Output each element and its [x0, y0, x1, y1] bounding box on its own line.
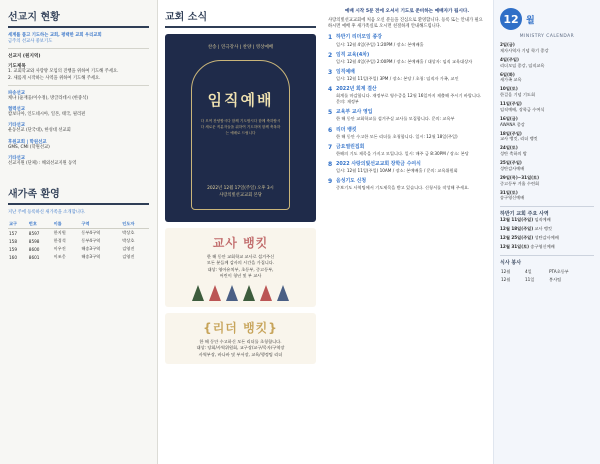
event-text: 제자사역자 기념 학기 종강: [500, 47, 549, 53]
cell: 봉사팀: [549, 276, 562, 282]
notice-list: [328, 34, 486, 191]
notice-title: 리더 뱅킷: [336, 126, 357, 133]
col-header: 이름: [53, 220, 81, 229]
ministry-item: [500, 226, 594, 232]
left-column: [0, 0, 158, 464]
cell: 동부4구역: [81, 230, 101, 236]
notice-number: 3: [328, 68, 333, 76]
calendar-event: [500, 160, 594, 172]
family-table: [8, 220, 149, 261]
calendar-event: [500, 131, 594, 143]
tree-icon: [260, 285, 272, 301]
cell: 한경석: [53, 238, 66, 244]
notice-body: [336, 34, 424, 47]
tree-icon: [226, 285, 238, 301]
cell: 해송3구역: [81, 246, 101, 252]
divider: [8, 48, 149, 49]
event-text: 한걸음 기념 기도회: [500, 92, 536, 98]
table-row: [500, 268, 594, 276]
cell: 8598: [28, 238, 40, 244]
notice-body: [336, 127, 458, 140]
notice-title: 하반기 리더모임 종강: [336, 34, 382, 41]
section-text: 운동선교 (단국대), 한성대 선교회: [8, 128, 71, 134]
section-text: 케냐 (윤재웅/이수정), 방글라데시 (한중석): [8, 95, 89, 101]
title-bar: [8, 203, 149, 205]
calendar-event: [500, 116, 594, 128]
leader-banquet-card: [165, 313, 316, 364]
notice-text: 한 해 동안 교회학교를 섬겨주실 교사를 모집합니다. 문의: 교육부: [336, 116, 455, 122]
event-date: 18일(주일): [500, 130, 522, 136]
calendar-event: [500, 101, 594, 113]
notice-body: [336, 178, 469, 191]
meal-service-title: 식사 봉사: [500, 255, 594, 266]
title-bar: [8, 26, 149, 28]
cell: PTA초등부: [549, 268, 569, 274]
notice-text: 일시: 12월 11일(주일) 10AM / 장소: 본예배홀 / 문의: 교육위원회: [336, 168, 458, 174]
notice-number: 8: [328, 160, 333, 168]
divider: [8, 85, 149, 86]
ministry-text: 성탄감사예배: [534, 235, 559, 240]
event-date: 29일(목)~31일(토): [500, 174, 539, 180]
month-header: [500, 8, 594, 30]
section-text: GMS, CMI (학원선교): [8, 144, 50, 150]
mission-title: 선교지 현황: [8, 12, 60, 23]
cell: 동부4구역: [81, 238, 101, 244]
banner-heading: 임직예배: [207, 91, 274, 109]
notice-text: 일시: 12월 4일(주일) 2:00PM / 장소: 본예배홀 / 대상자: 임직 교육대상자: [336, 58, 473, 64]
col-header: 인도자: [121, 220, 149, 229]
ministry-date: 12월 11일(주일): [500, 217, 534, 223]
notice-title: 교육부 교사 영입: [336, 109, 373, 116]
calendar-title: MINISTRY CALENDAR: [519, 34, 575, 39]
cell: 박상호: [122, 230, 135, 236]
cell: 158: [9, 238, 17, 244]
notice-text: 한해의 기도 제목을 가지고 모입니다. 일시: 매주 금 8:30PM / 장소: 본당: [336, 150, 469, 156]
family-title: 새가족 환영: [8, 188, 60, 200]
table-row: [8, 237, 149, 245]
cell: 이조웅: [53, 254, 66, 260]
table-row: [500, 276, 594, 284]
ministry-item: [500, 235, 594, 241]
event-text: 성탄 축하의 밤: [500, 151, 527, 157]
cell: 해송3구역: [81, 254, 101, 260]
table-row: [8, 229, 149, 238]
cell: 김영진: [122, 254, 135, 260]
notice-heading: 예배 시작 5분 전에 오셔서 기도로 준비하는 예배자가 됩시다.: [344, 9, 470, 14]
welcome-text: 사랑의빛선교교회에 처음 오신 분들을 진심으로 환영합니다. 등록 또는 안내가 필요하시면 예배 후 새가족실로 오시면 친절하게 안내해드립니다.: [328, 18, 483, 30]
ministry-date: 12월 25일(주일): [500, 235, 534, 240]
tree-icon: [192, 285, 204, 301]
col-header: 번호: [28, 220, 53, 229]
ministry-text: 임직예배: [534, 217, 551, 223]
cell: 11일: [525, 276, 535, 282]
month-number: 12: [500, 8, 522, 30]
ministry-list: [500, 217, 594, 250]
event-date: 24일(토): [500, 145, 518, 151]
meal-service-table: [500, 268, 594, 284]
notice-text: 일시: 12월 11일(주일) 3PM / 장소: 본당 / 초청: 임직자 가족, 교인: [336, 75, 459, 81]
notice-item: [328, 178, 486, 191]
notice-text: 회계를 마감합니다. 재정부로 영수증을 12월 16일까지 제출해 주시기 바랍니다. 문의: 재정부: [336, 93, 482, 105]
calendar-event: [500, 86, 594, 98]
notice-title: 임직 교육(4차): [336, 51, 370, 58]
event-text: 임직예배, 장학금 수여식: [500, 106, 545, 112]
cell: 4일: [525, 268, 532, 274]
notice-item: [328, 86, 486, 105]
notice-item: [328, 127, 486, 140]
event-text: 새가족 교육: [500, 77, 522, 83]
cell: 한지원: [53, 230, 66, 236]
mission-label: 선교지 (원지역): [8, 54, 41, 60]
banner-frame: [191, 60, 290, 210]
month-label: 월: [526, 15, 535, 26]
section-label: 후원교회 | 학원선교: [8, 139, 47, 145]
event-date: 2일(금): [500, 42, 515, 47]
notice-number: 1: [328, 34, 333, 42]
tree-icon: [277, 285, 289, 301]
table-row: [8, 253, 149, 261]
cell: 12월: [501, 276, 511, 282]
prayer-label: 기도제목: [8, 64, 26, 70]
notice-title: 임직예배: [336, 68, 355, 75]
notice-item: [328, 52, 486, 65]
major-ministry-title: 하반기 교회 주요 사역: [500, 206, 594, 217]
calendar-event: [500, 57, 594, 69]
title-bar: [165, 26, 316, 28]
notice-number: 2: [328, 51, 333, 59]
teacher-banquet-card: [165, 228, 316, 307]
cell: 159: [9, 246, 17, 252]
event-date: 25일(주일): [500, 160, 522, 165]
cell: 이우진: [53, 246, 66, 252]
ministry-date: 12월 31일(토): [500, 243, 530, 249]
table-row: [8, 245, 149, 253]
event-date: 31일(토): [500, 189, 518, 195]
event-text: AWANA 종강: [500, 121, 525, 127]
section-text: 캄보디아, 인도네시아, 일본, 태국, 필리핀: [8, 112, 86, 118]
notice-body: [336, 52, 472, 65]
notice-text: 한 해 동안 수고한 모든 리더를 초청합니다. 일시: 12월 18일(주일): [336, 133, 458, 139]
section-label: 기타선교: [8, 155, 25, 161]
ministry-text: 교사 뱅킷: [534, 226, 552, 232]
card-title: 교사 뱅킷: [212, 236, 269, 250]
notice-body: [336, 161, 458, 174]
notice-title: 금요열린집회: [336, 143, 365, 150]
notice-item: [328, 69, 486, 82]
notice-body: [336, 144, 469, 157]
ministry-text: 송구영신예배: [530, 243, 555, 249]
event-text: 송구영신예배: [500, 195, 525, 201]
calendar-event: [500, 72, 594, 84]
calendar-event: [500, 175, 594, 187]
section-label: 파송선교: [8, 90, 25, 96]
notice-item: [328, 34, 486, 47]
col-header: 교구: [8, 220, 28, 229]
banner-place-line: 사랑의빛선교교회 본당: [219, 192, 262, 198]
cell: 박상호: [122, 238, 135, 244]
prayer-item: 2. 새롭게 시작하는 사역을 위하여 기도해 주세요.: [8, 75, 101, 81]
family-sub: 지난 주에 등록하신 새가족을 소개합니다.: [8, 209, 86, 215]
notice-item: [328, 109, 486, 122]
banner-top: 찬송 | 연극강사 | 찬양 | 영상예배: [207, 45, 274, 50]
notices-column: [322, 0, 492, 464]
cell: 12월: [501, 268, 511, 274]
section-text: 선교지원 (단체) : 해외선교지원 동역: [8, 160, 77, 166]
tree-decoration: [171, 285, 310, 301]
ordination-banner: [165, 34, 316, 222]
card-text: 한 해 동안 수고하신 모든 리더를 초청합니다. 대상: 당회/사역위원회, 교구장/교구/목자/구역장 사역부장, 바나바 및 부서장, 교육/행정팀 리더: [196, 339, 285, 357]
event-text: 교사 뱅킷, 리더 뱅킷: [500, 136, 538, 142]
cell: 8597: [28, 230, 40, 236]
banner-date-line: 2022년 12월 17일(주일) 오후 3시: [207, 186, 274, 192]
news-title: 교회 소식: [165, 12, 208, 23]
event-date: 16일(금): [500, 115, 518, 121]
col-header: 구역: [80, 220, 121, 229]
banner-text: 다 모여 찬양합시다 함께 기도합시다 함께 축하합시다 새로운 직분자들을 위하여 기도하며 함께 축복하는 예배로 드립니다: [200, 119, 281, 135]
tree-icon: [243, 285, 255, 301]
ministry-item: [500, 217, 594, 223]
cell: 160: [9, 254, 17, 260]
middle-column: [159, 0, 322, 464]
notice-number: 9: [328, 178, 333, 186]
cell: 157: [9, 230, 17, 236]
event-date: 6일(화): [500, 71, 515, 77]
event-text: 리더모임 종강, 임직교육: [500, 62, 545, 68]
ministry-item: [500, 244, 594, 250]
notice-body: [336, 86, 486, 105]
notice-title: 2022년 회계 결산: [336, 86, 377, 93]
notice-title: 음성기도 신청: [336, 178, 367, 185]
notice-item: [328, 161, 486, 174]
notice-number: 6: [328, 126, 333, 134]
notice-title: 2022 사랑의빛선교교회 장학금 수여식: [336, 160, 421, 167]
calendar-column: [493, 0, 600, 464]
calendar-event: [500, 190, 594, 202]
cell: 8601: [28, 254, 40, 260]
ministry-date: 12월 18일(주일): [500, 226, 534, 232]
section-label: 기타선교: [8, 123, 25, 129]
banner-date: [192, 186, 289, 199]
card-text: 한 해 동안 교회학교 교사로 섬겨주신 모든 분들께 감사의 시간을 가집니다. 대상: 영아유치부, 초등부, 중고등부, 어린이 청년 및 부 교사: [206, 254, 275, 278]
event-date: 11일(주일): [500, 101, 522, 106]
calendar-event: [500, 42, 594, 54]
event-text: 중고등부 겨울 수련회: [500, 180, 540, 186]
calendar-event: [500, 145, 594, 157]
notice-text: 일시: 12월 4일(주일) 1:20PM / 장소: 본예배홀: [336, 41, 424, 47]
notice-number: 4: [328, 86, 333, 94]
notice-item: [328, 144, 486, 157]
card-title: {리더 뱅킷}: [203, 321, 278, 336]
prayer-item: 1. 교회학교와 사랑방 모임의 진행을 위하여 기도해 주세요.: [8, 69, 119, 75]
section-label: 협력선교: [8, 107, 25, 113]
mission-intro: 세계를 품고 기도하는 교회, 평택한 교회 우리교회: [8, 33, 102, 38]
mission-intro-2: 금주의 선교사 중보기도: [8, 39, 53, 45]
notice-body: [336, 69, 459, 82]
notice-body: [336, 109, 455, 122]
tree-icon: [209, 285, 221, 301]
event-date: 4일(주일): [500, 56, 519, 62]
event-text: 성탄감사예배: [500, 165, 525, 171]
notice-number: 5: [328, 109, 333, 117]
notice-number: 7: [328, 143, 333, 151]
cell: 김영진: [122, 246, 135, 252]
event-date: 10일(토): [500, 86, 518, 92]
event-list: [500, 42, 594, 201]
cell: 8600: [28, 246, 40, 252]
notice-text: 중보기도 사역팀에서 기도제목을 받고 있습니다. 신청서를 작성해 주세요.: [336, 185, 470, 191]
